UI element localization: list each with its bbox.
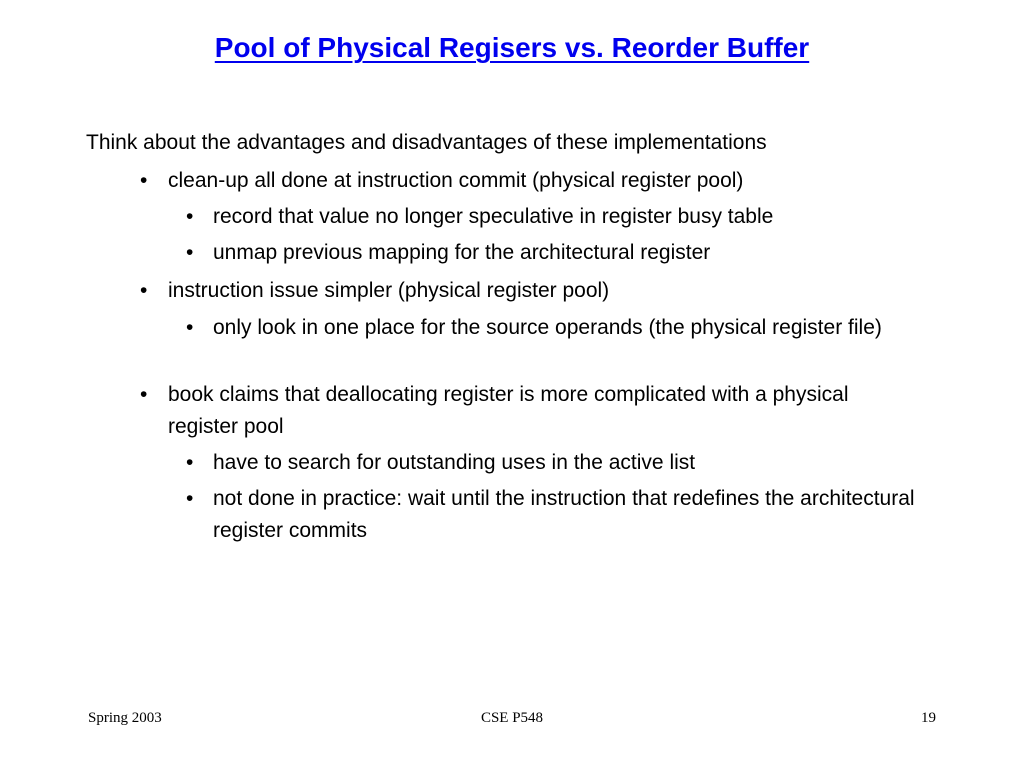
sub-bullet-item [186, 237, 946, 269]
bullet-text: unmap previous mapping for the architectural register [213, 241, 711, 264]
sub-bullet-item [186, 483, 931, 547]
footer-course: CSE P548 [480, 710, 544, 726]
bullet-icon: • [140, 169, 148, 192]
sub-bullet-item [186, 312, 886, 344]
footer-date: Spring 2003 [88, 710, 162, 726]
bullet-text: instruction issue simpler (physical register pool) [168, 279, 610, 302]
bullet-text: record that value no longer speculative in register busy table [213, 205, 774, 228]
bullet-icon: • [186, 316, 194, 339]
bullet-item [140, 379, 910, 443]
bullet-text: book claims that deallocating register is more complicated with a physical register pool [168, 383, 849, 438]
bullet-item [140, 165, 940, 197]
bullet-text: only look in one place for the source operands (the physical register file) [213, 316, 882, 339]
bullet-text: have to search for outstanding uses in the active list [213, 451, 696, 474]
bullet-text: clean-up all done at instruction commit (physical register pool) [168, 169, 744, 192]
bullet-text: not done in practice: wait until the instruction that redefines the architectural register commits [213, 487, 915, 542]
bullet-icon: • [186, 487, 194, 510]
bullet-icon: • [186, 205, 194, 228]
bullet-icon: • [140, 279, 148, 302]
sub-bullet-item [186, 201, 946, 233]
slide-title[interactable]: Pool of Physical Regisers vs. Reorder Buffer [214, 32, 810, 63]
bullet-icon: • [186, 451, 194, 474]
sub-bullet-item [186, 447, 946, 479]
footer-page-number: 19 [921, 710, 936, 726]
bullet-icon: • [140, 383, 148, 406]
intro-text: Think about the advantages and disadvantages of these implementations [86, 131, 767, 154]
bullet-icon: • [186, 241, 194, 264]
bullet-item [140, 275, 940, 307]
